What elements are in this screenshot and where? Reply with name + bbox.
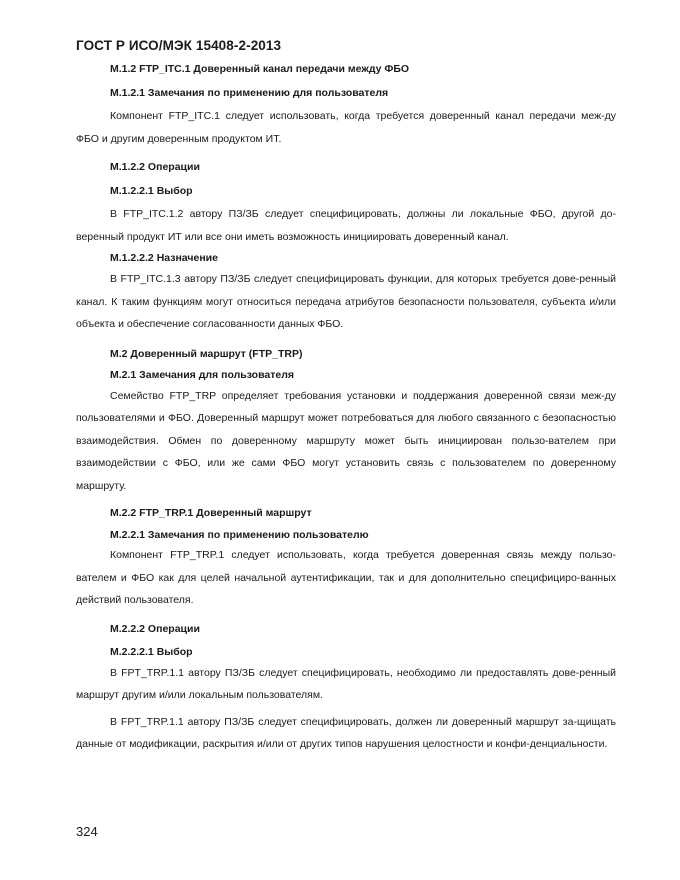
section-heading: M.1.2 FTP_ITC.1 Доверенный канал передачи между ФБО xyxy=(110,63,410,75)
section-heading: M.1.2.1 Замечания по применению для пользователя xyxy=(110,87,389,99)
page-content xyxy=(76,60,616,756)
paragraph: В FPT_TRP.1.1 автору ПЗ/ЗБ следует специфицировать, должен ли доверенный маршрут за-щищать данные от модификации, раскрытия и/или от других типов нарушения целостности и конфи-денциальности. xyxy=(76,715,616,750)
section-heading: M.1.2.2.1 Выбор xyxy=(110,185,193,197)
paragraph: В FPT_TRP.1.1 автору ПЗ/ЗБ следует специфицировать, необходимо ли предоставлять дове-ренный маршрут другим и/или локальным пользователям. xyxy=(76,666,616,701)
section-heading: M.2.2.1 Замечания по применению пользователю xyxy=(110,529,369,541)
standard-header: ГОСТ Р ИСО/МЭК 15408-2-2013 xyxy=(76,38,282,53)
section-heading: M.2.2.2 Операции xyxy=(110,622,200,635)
section-heading: M.1.2.2.2 Назначение xyxy=(110,252,218,264)
section-heading: M.1.2.2 Операции xyxy=(110,161,200,173)
section-heading: M.2 Доверенный маршрут (FTP_TRP) xyxy=(110,347,303,360)
paragraph: Компонент FTP_TRP.1 следует использовать, когда требуется доверенная связь между пользо-вателем и ФБО как для целей начальной аутентификации, так и для дополнительно специфициро-ванных действий пользователя. xyxy=(76,549,616,606)
paragraph: В FTP_ITC.1.2 автору ПЗ/ЗБ следует специфицировать, должны ли локальные ФБО, другой до-веренный продукт ИТ или все они иметь возможность инициировать доверенный канал. xyxy=(76,208,616,243)
paragraph: Компонент FTP_ITC.1 следует использовать, когда требуется доверенный канал передачи меж-ду ФБО и другим доверенным продуктом ИТ. xyxy=(76,110,616,145)
paragraph: В FTP_ITC.1.3 автору ПЗ/ЗБ следует специфицировать функции, для которых требуется дове-ренный канал. К таким функциям могут относиться передача атрибутов безопасности пользователя, субъекта и/или объекта и обеспечение согласованности данных ФБО. xyxy=(76,273,616,330)
paragraph: Семейство FTP_TRP определяет требования установки и поддержания доверенной связи меж-ду пользователями и ФБО. Доверенный маршрут может потребоваться для любого связанного с безопасностью взаимодействия. Обмен по доверенному маршруту может быть инициирован пользо-вателем при взаимодействии с ФБО, или же сами ФБО могут установить связь с пользователем по доверенному маршруту. xyxy=(76,389,616,492)
page-number: 324 xyxy=(76,824,98,839)
section-heading: M.2.1 Замечания для пользователя xyxy=(110,368,295,381)
section-heading: M.2.2 FTP_TRP.1 Доверенный маршрут xyxy=(110,507,312,519)
section-heading: M.2.2.2.1 Выбор xyxy=(110,645,193,658)
